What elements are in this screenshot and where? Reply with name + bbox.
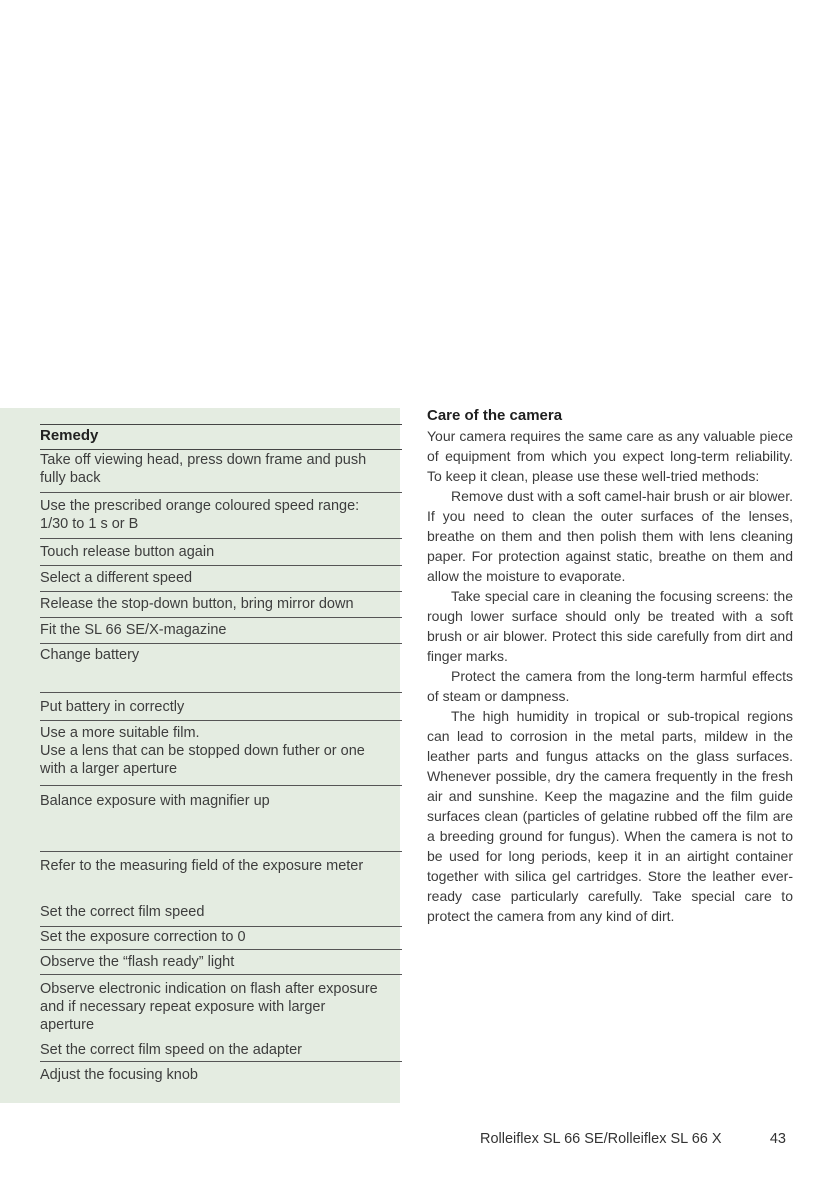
remedy-row-5: Release the stop-down button, bring mirror down [40, 595, 402, 618]
remedy-row-4: Select a different speed [40, 569, 402, 592]
remedy-row-9 [40, 724, 402, 786]
remedy-row-3: Touch release button again [40, 543, 402, 566]
remedy-row-2-line-1: Use the prescribed orange coloured speed range: [40, 498, 360, 514]
remedy-row-17: Adjust the focusing knob [40, 1067, 198, 1083]
remedy-row-7: Change battery [40, 646, 402, 693]
care-paragraph-5: The high humidity in tropical or sub-tropical regions can lead to corrosion in the metal parts, mildew in the leather parts and fungus attacks on the glass surfaces. Whenever possible, dry the camera frequently in the fresh air and sunshine. Keep the magazine and the film guide surfaces clean (particles of gelatine rubbed off the film are a breeding ground for fungus). When the camera is not to be used for long periods, keep it in an airtight container together with silica gel cartridges. Store the leather ever-ready case particularly carefully. Take special care to protect the camera from any kind of dirt. [427, 708, 793, 924]
remedy-row-12: Set the correct film speed [40, 903, 402, 927]
remedy-row-16: Set the correct film speed on the adapter [40, 1041, 402, 1062]
remedy-row-10: Balance exposure with magnifier up [40, 792, 402, 852]
remedy-row-1-line-1: Take off viewing head, press down frame and push [40, 452, 367, 468]
remedy-row-15 [40, 980, 402, 1038]
care-paragraph-2: Remove dust with a soft camel-hair brush or air blower. If you need to clean the outer surfaces of the lenses, breathe on them and then polish them with lens cleaning paper. For protection against static, breathe on them and allow the moisture to evaporate. [427, 488, 793, 584]
care-paragraph-3: Take special care in cleaning the focusing screens: the rough lower surface should only be treated with a soft brush or air blower. Protect this side carefully from dirt and finger marks. [427, 588, 793, 664]
remedy-row-13: Set the exposure correction to 0 [40, 928, 402, 950]
remedy-header [40, 424, 402, 450]
remedy-row-14: Observe the “flash ready” light [40, 953, 402, 975]
remedy-row-1-line-2: fully back [40, 470, 101, 486]
remedy-row-11: Refer to the measuring field of the exposure meter [40, 858, 364, 874]
care-title: Care of the camera [427, 407, 563, 424]
remedy-row-8: Put battery in correctly [40, 698, 402, 721]
remedy-row-9-line-1: Use a more suitable film. [40, 725, 200, 741]
remedy-row-1 [40, 451, 402, 493]
page-number: 43 [769, 1131, 786, 1147]
remedy-header-label: Remedy [40, 427, 99, 444]
care-paragraph-1: Your camera requires the same care as any valuable piece of equipment from which you expect long-term reliability. To keep it clean, please use these well-tried methods: [427, 428, 793, 484]
care-section [427, 406, 793, 926]
remedy-row-15-line-2: and if necessary repeat exposure with larger [40, 999, 326, 1015]
remedy-row-15-line-3: aperture [40, 1017, 95, 1033]
remedy-row-15-line-1: Observe electronic indication on flash after exposure [40, 981, 378, 997]
remedy-row-2-line-2: 1/30 to 1 s or B [40, 516, 139, 532]
remedy-row-9-line-3: with a larger aperture [40, 761, 178, 777]
remedy-row-9-line-2: Use a lens that can be stopped down futher or one [40, 743, 365, 759]
care-paragraph-4: Protect the camera from the long-term harmful effects of steam or dampness. [427, 668, 793, 704]
footer-title: Rolleiflex SL 66 SE/Rolleiflex SL 66 X [480, 1131, 722, 1147]
remedy-row-2 [40, 497, 402, 539]
remedy-row-6: Fit the SL 66 SE/X-magazine [40, 621, 402, 644]
